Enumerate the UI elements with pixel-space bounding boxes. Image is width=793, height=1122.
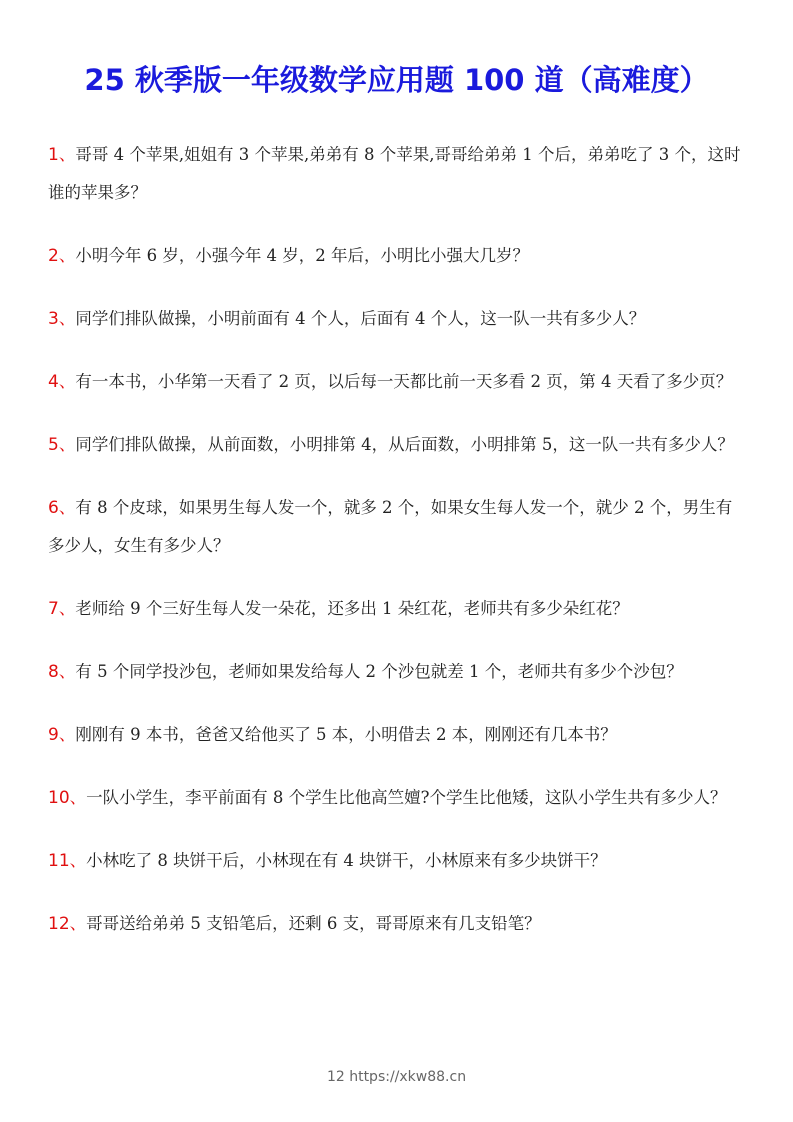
- question-text: 有 8 个皮球，如果男生每人发一个，就多 2 个，如果女生每人发一个，就少 2 个，男生有多少人，女生有多少人？: [48, 498, 733, 555]
- page-title: 25 秋季版一年级数学应用题 100 道（高难度）: [84, 63, 709, 97]
- question-text: 刚刚有 9 本书，爸爸又给他买了 5 本，小明借去 2 本，刚刚还有几本书？: [75, 725, 617, 744]
- question-separator: 、: [58, 725, 76, 744]
- question-separator: 、: [58, 599, 76, 618]
- question-separator: 、: [69, 914, 87, 933]
- question-number: 5: [48, 435, 59, 455]
- question-number: 1: [48, 145, 59, 165]
- question-item: [48, 653, 748, 691]
- question-number: 2: [48, 246, 59, 266]
- question-text: 小明今年 6 岁，小强今年 4 岁，2 年后，小明比小强大几岁？: [75, 246, 530, 265]
- question-item: [48, 136, 748, 212]
- question-item: [48, 842, 748, 880]
- question-separator: 、: [58, 246, 76, 265]
- question-text: 哥哥送给弟弟 5 支铅笔后，还剩 6 支，哥哥原来有几支铅笔？: [86, 914, 541, 933]
- question-text: 同学们排队做操，小明前面有 4 个人，后面有 4 个人，这一队一共有多少人？: [75, 309, 646, 328]
- question-text: 一队小学生，李平前面有 8 个学生比他高竺嬗?个学生比他矮，这队小学生共有多少人？: [86, 788, 727, 807]
- question-separator: 、: [58, 498, 76, 517]
- question-number: 3: [48, 309, 59, 329]
- question-item: [48, 905, 748, 943]
- question-item: [48, 300, 748, 338]
- question-item: [48, 716, 748, 754]
- question-item: [48, 489, 748, 565]
- page-footer: 12 https://xkw88.cn: [326, 1069, 467, 1085]
- question-number: 12: [48, 914, 70, 934]
- question-separator: 、: [58, 435, 76, 454]
- question-number: 10: [48, 788, 70, 808]
- question-number: 4: [48, 372, 59, 392]
- question-item: [48, 426, 748, 464]
- question-separator: 、: [69, 788, 87, 807]
- question-item: [48, 779, 748, 817]
- question-separator: 、: [58, 309, 76, 328]
- question-number: 9: [48, 725, 59, 745]
- question-number: 7: [48, 599, 59, 619]
- question-text: 有一本书，小华第一天看了 2 页，以后每一天都比前一天多看 2 页，第 4 天看了多少页？: [75, 372, 733, 391]
- question-list: [48, 136, 748, 968]
- question-number: 6: [48, 498, 59, 518]
- question-item: [48, 237, 748, 275]
- question-text: 有 5 个同学投沙包，老师如果发给每人 2 个沙包就差 1 个，老师共有多少个沙包？: [75, 662, 683, 681]
- question-separator: 、: [58, 372, 76, 391]
- question-number: 8: [48, 662, 59, 682]
- question-item: [48, 590, 748, 628]
- question-item: [48, 363, 748, 401]
- question-text: 哥哥 4 个苹果,姐姐有 3 个苹果,弟弟有 8 个苹果,哥哥给弟弟 1 个后，弟弟吃了 3 个，这时谁的苹果多？: [48, 145, 741, 202]
- question-text: 同学们排队做操，从前面数，小明排第 4，从后面数，小明排第 5，这一队一共有多少人？: [75, 435, 734, 454]
- question-separator: 、: [58, 145, 76, 164]
- question-text: 小林吃了 8 块饼干后，小林现在有 4 块饼干，小林原来有多少块饼干？: [86, 851, 607, 870]
- question-separator: 、: [69, 851, 87, 870]
- question-separator: 、: [58, 662, 76, 681]
- question-text: 老师给 9 个三好生每人发一朵花，还多出 1 朵红花，老师共有多少朵红花？: [75, 599, 629, 618]
- question-number: 11: [48, 851, 70, 871]
